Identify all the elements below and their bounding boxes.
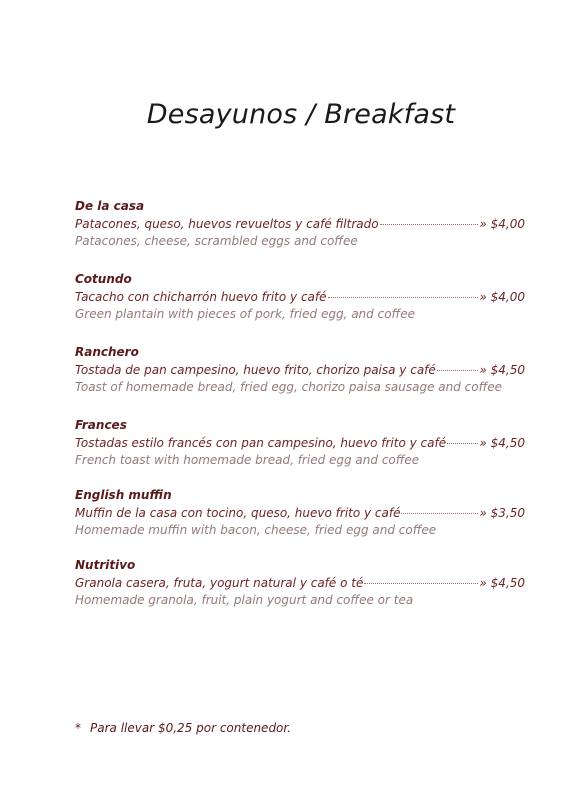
item-price: » $4,50	[479, 435, 525, 450]
item-description-es: Tostada de pan campesino, huevo frito, chorizo paisa y café	[75, 362, 436, 377]
menu-item-frances	[75, 417, 525, 487]
item-price: » $4,00	[479, 289, 525, 304]
dot-leader	[447, 443, 478, 444]
breakfast-menu-list	[75, 198, 525, 630]
dot-leader	[328, 297, 479, 298]
item-description-en: Toast of homemade bread, fried egg, chorizo paisa sausage and coffee	[75, 380, 503, 394]
item-price: » $4,00	[479, 216, 525, 231]
menu-item-nutritivo	[75, 557, 525, 630]
item-description-en: Patacones, cheese, scrambled eggs and coffee	[75, 234, 358, 248]
item-price: » $4,50	[479, 362, 525, 377]
item-description-en: Homemade muffin with bacon, cheese, fried egg and coffee	[75, 523, 437, 537]
item-spanish-line	[75, 289, 525, 307]
item-price: » $4,50	[479, 575, 525, 590]
item-name: Frances	[75, 418, 127, 432]
menu-item-cotundo	[75, 271, 525, 344]
item-description-es: Tacacho con chicharrón huevo frito y café	[75, 289, 327, 304]
item-description-en: Homemade granola, fruit, plain yogurt and coffee or tea	[75, 593, 414, 607]
item-spanish-line	[75, 362, 525, 380]
item-description-es: Muffin de la casa con tocino, queso, huevo frito y café	[75, 505, 401, 520]
item-description-es: Patacones, queso, huevos revueltos y café filtrado	[75, 216, 379, 231]
dot-leader	[401, 513, 478, 514]
dot-leader	[380, 224, 479, 225]
item-description-es: Granola casera, fruta, yogurt natural y café o té	[75, 575, 364, 590]
item-name: De la casa	[75, 199, 145, 213]
item-name: English muffin	[75, 488, 172, 502]
takeaway-footnote	[75, 721, 291, 735]
menu-item-english-muffin	[75, 487, 525, 557]
item-spanish-line	[75, 216, 525, 234]
menu-item-de-la-casa	[75, 198, 525, 271]
dot-leader	[437, 370, 479, 371]
item-description-en: French toast with homemade bread, fried egg and coffee	[75, 453, 420, 467]
item-price: » $3,50	[479, 505, 525, 520]
menu-item-ranchero	[75, 344, 525, 417]
item-description-en: Green plantain with pieces of pork, fried egg, and coffee	[75, 307, 415, 321]
page-title: Desayunos / Breakfast	[146, 99, 456, 130]
item-name: Nutritivo	[75, 558, 136, 572]
item-description-es: Tostadas estilo francés con pan campesino, huevo frito y café	[75, 435, 447, 450]
footnote-marker: *	[75, 721, 81, 735]
item-spanish-line	[75, 575, 525, 593]
dot-leader	[364, 583, 478, 584]
item-name: Cotundo	[75, 272, 132, 286]
footnote-text: Para llevar $0,25 por contenedor.	[90, 721, 292, 735]
item-name: Ranchero	[75, 345, 139, 359]
item-spanish-line	[75, 435, 525, 453]
item-spanish-line	[75, 505, 525, 523]
